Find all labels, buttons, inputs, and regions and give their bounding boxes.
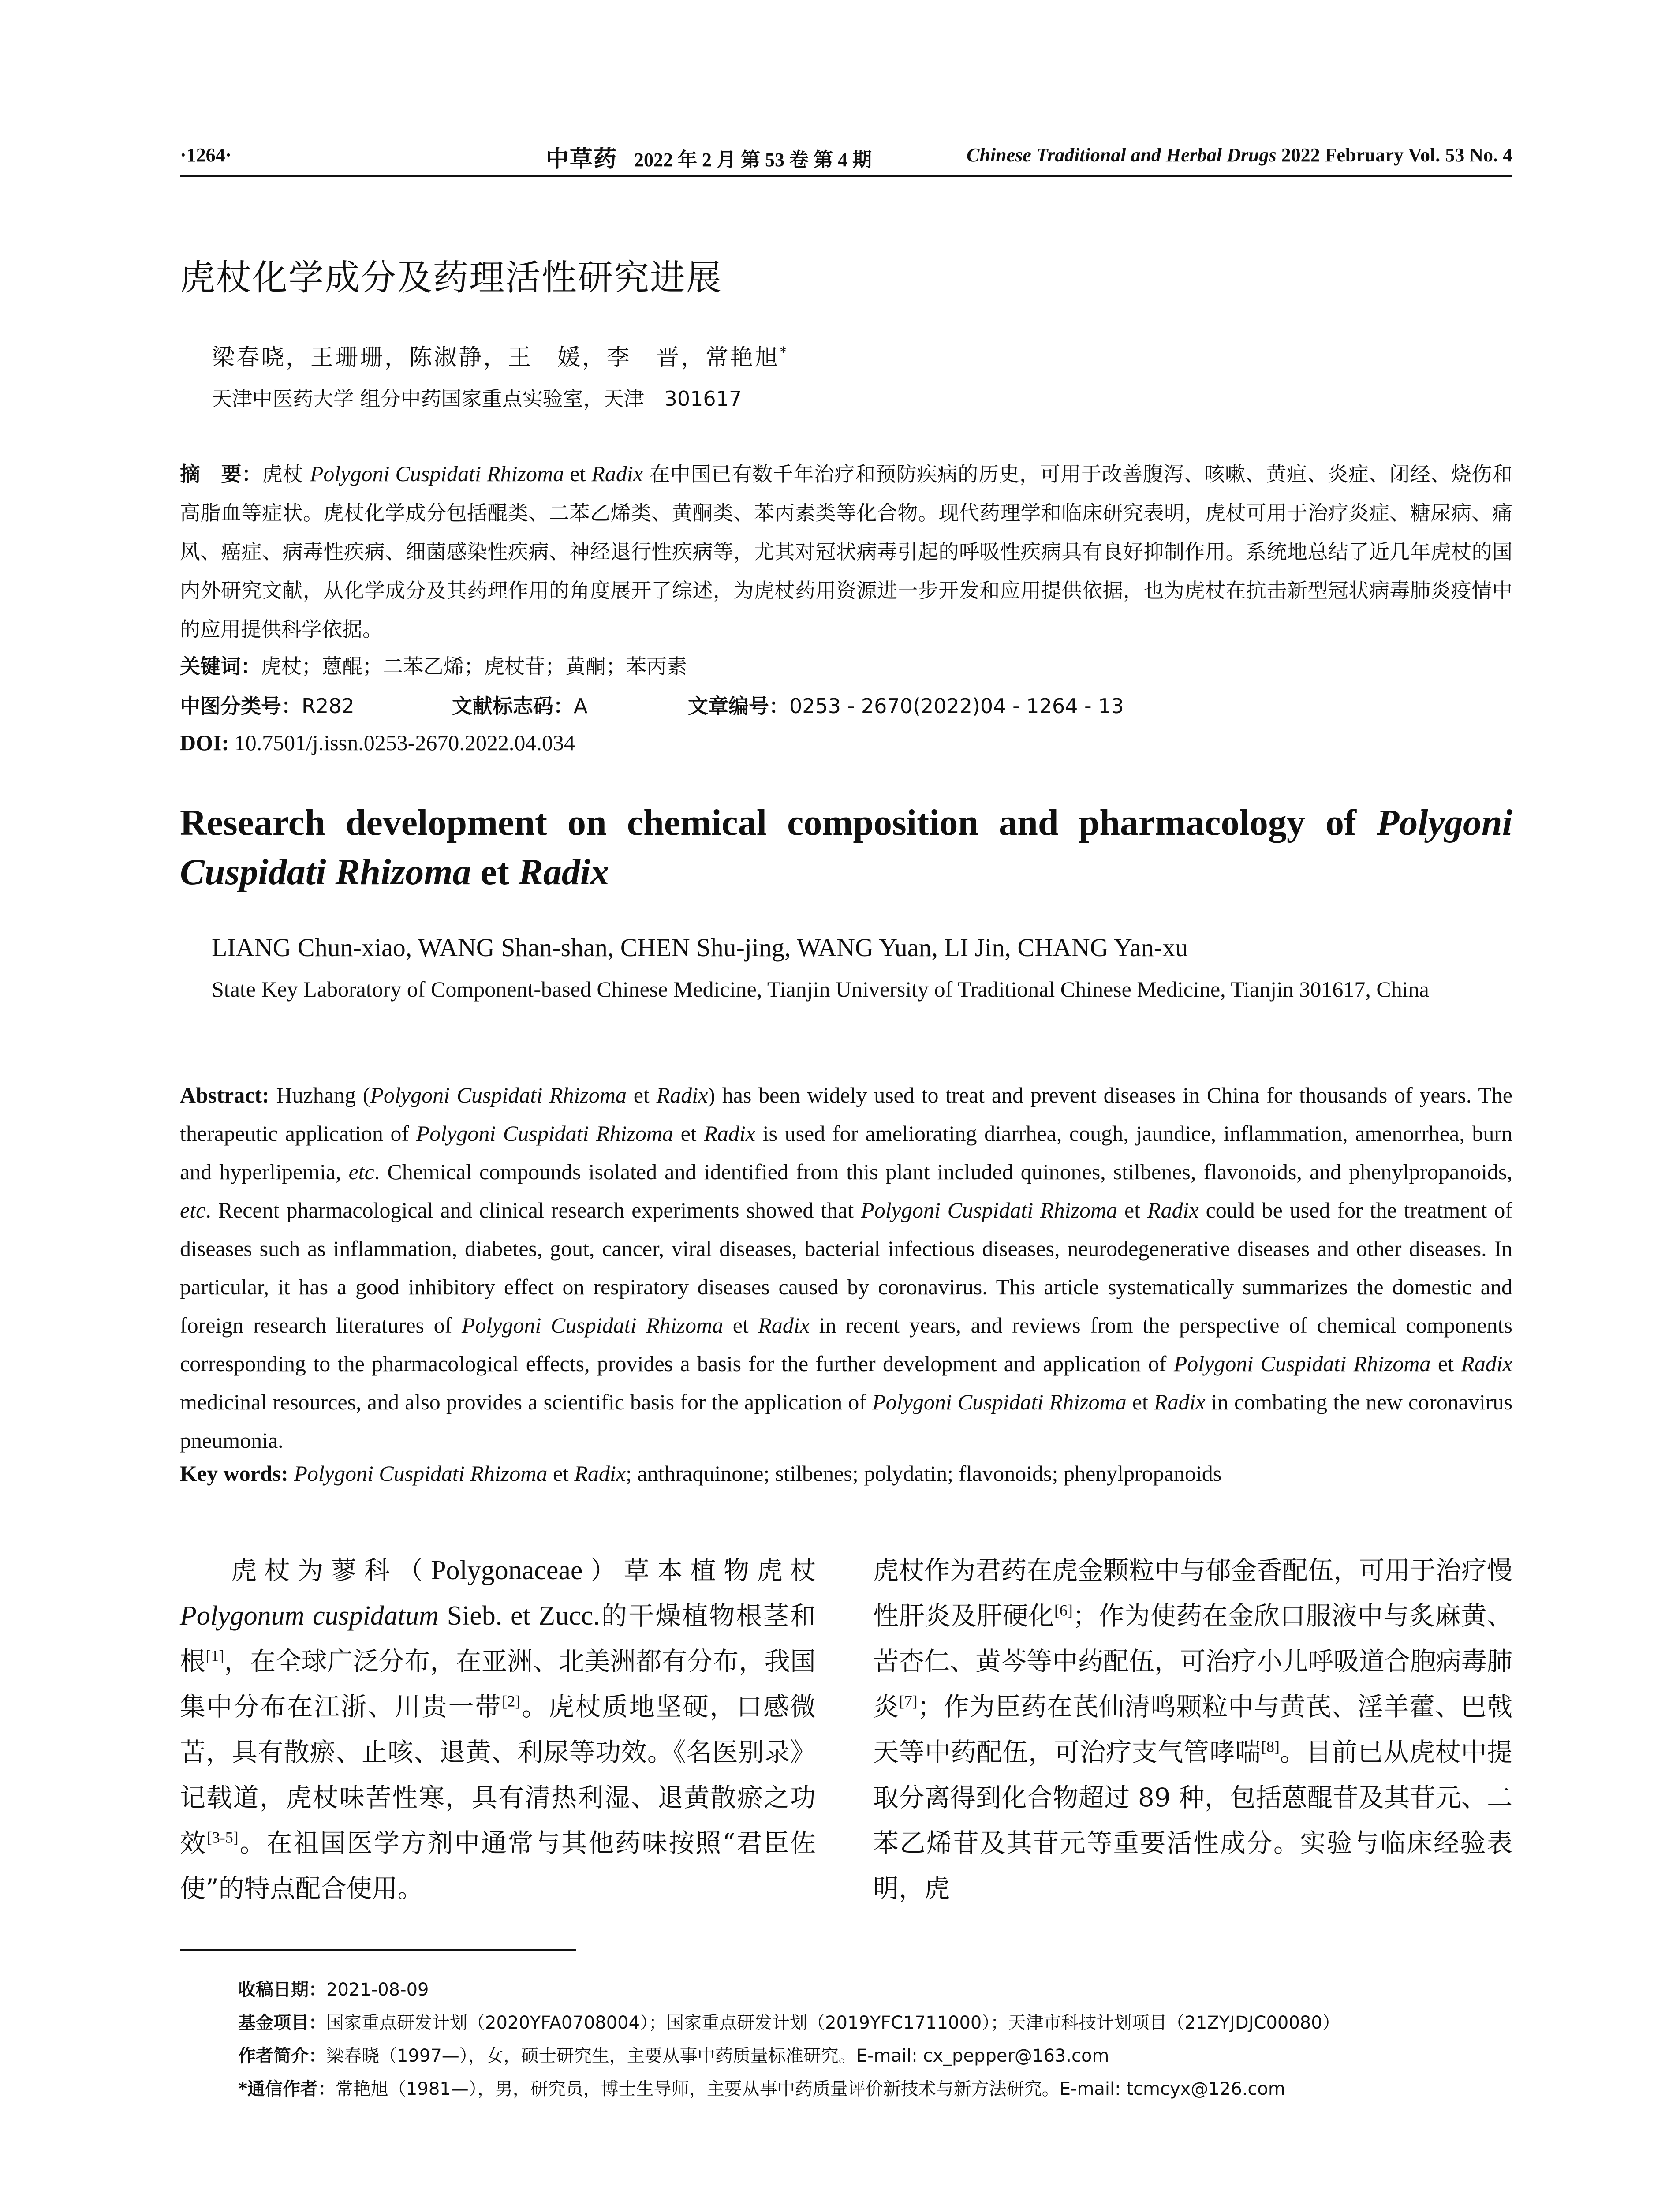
doc-code (452, 690, 587, 719)
latin-name: Radix (591, 461, 643, 486)
abstract-en-text: is used for ameliorating diarrhea, cough, jaundice, inflammation, amenorrhea, burn and hyperlipemia, (180, 1121, 1513, 1184)
latin-abbrev: etc (348, 1159, 374, 1184)
abstract-en-text: et (1430, 1351, 1461, 1376)
footnote-label: *通信作者： (238, 2079, 336, 2099)
latin-name: Polygoni Cuspidati Rhizoma (861, 1198, 1118, 1222)
abstract-en-text: ) has been widely used to treat and prevent diseases in China for thousands of years. The therapeutic application of (180, 1083, 1512, 1146)
abstract-en-text: et (723, 1313, 758, 1338)
latin-name: Polygoni Cuspidati Rhizoma (416, 1121, 674, 1146)
citation-ref[interactable]: [7] (899, 1692, 918, 1710)
clc-value: R282 (302, 694, 355, 718)
latin-name: Radix (704, 1121, 755, 1146)
body-column-left (180, 1548, 816, 1911)
doi-label: DOI: (180, 730, 229, 755)
latin-abbrev: etc (180, 1198, 206, 1222)
keywords-en-label: Key words: (180, 1461, 288, 1486)
body-text: ，在全球广泛分布，在亚洲、北美洲都有分布，我国集中分布在江浙、川贵一带 (180, 1646, 816, 1722)
header-rule (180, 175, 1512, 177)
abstract-cn-text: 虎杖 (262, 462, 310, 486)
authors-en: LIANG Chun-xiao, WANG Shan-shan, CHEN Shu-jing, WANG Yuan, LI Jin, CHANG Yan-xu (212, 933, 1188, 962)
latin-name: Radix (1154, 1390, 1206, 1414)
abstract-en-text: Huzhang ( (269, 1083, 370, 1107)
latin-name: Polygonaceae (431, 1555, 583, 1585)
keywords-cn-label: 关键词： (180, 654, 261, 678)
body-text: 虎杖作为君药在虎金颗粒中与郁金香配伍，可用于治疗慢性肝炎及肝硬化 (873, 1555, 1513, 1631)
doc-code-value: A (574, 694, 588, 718)
journal-title-en: Chinese Traditional and Herbal Drugs (967, 144, 1277, 166)
footnote-text: 2021-08-09 (326, 1980, 429, 2000)
footnote-label: 基金项目： (238, 2013, 326, 2033)
abstract-en-text: et (1126, 1390, 1154, 1414)
body-text: ）草本植物虎杖 (582, 1555, 816, 1585)
footnote-label: 收稿日期： (238, 1980, 326, 2000)
latin-name: Radix (574, 1461, 626, 1486)
abstract-en (180, 1076, 1512, 1460)
footnote-text: 常艳旭（1981—），男，研究员，博士生导师，主要从事中药质量评价新技术与新方法研究。E-mail: tcmcyx@126.com (335, 2079, 1285, 2099)
abstract-en-text: et (673, 1121, 704, 1146)
keywords-en-text: ; anthraquinone; stilbenes; polydatin; flavonoids; phenylpropanoids (626, 1461, 1222, 1486)
keywords-cn-text: 虎杖；蒽醌；二苯乙烯；虎杖苷；黄酮；苯丙素 (261, 654, 687, 678)
abstract-en-text: in combating the new coronavirus pneumonia. (180, 1390, 1513, 1453)
latin-name: Polygoni Cuspidati Rhizoma (294, 1461, 548, 1486)
abstract-cn-text: et (564, 461, 592, 486)
latin-name: Polygoni Cuspidati Rhizoma (461, 1313, 724, 1338)
body-text: ；作为臣药在芪仙清鸣颗粒中与黄芪、淫羊藿、巴戟天等中药配伍，可治疗支气管哮喘 (873, 1692, 1512, 1767)
article-number-label: 文章编号： (688, 694, 789, 718)
doi-value[interactable]: 10.7501/j.issn.0253-2670.2022.04.034 (234, 730, 575, 755)
issue-date-en: 2022 February Vol. 53 No. 4 (1281, 144, 1512, 166)
footnote-fund (238, 2009, 1340, 2034)
latin-name: Radix (1461, 1351, 1512, 1376)
issue-date-cn: 2022 年 2 月 第 53 卷 第 4 期 (634, 149, 872, 171)
keywords-cn (180, 650, 687, 680)
affiliation-en: State Key Laboratory of Component-based Chinese Medicine, Tianjin University of Traditional Chinese Medicine, Tianjin 301617, China (212, 977, 1429, 1002)
abstract-en-text: et (1117, 1198, 1148, 1222)
abstract-cn-label: 摘 要： (180, 462, 262, 486)
footnote-received (238, 1976, 429, 2001)
abstract-en-text: medicinal resources, and also provides a scientific basis for the application of (180, 1390, 873, 1414)
abstract-en-text: et (627, 1083, 657, 1107)
citation-ref[interactable]: [2] (502, 1692, 521, 1710)
body-text: 。虎杖质地坚硬，口感微苦，具有散瘀、止咳、退黄、利尿等功效。《名医别录》记载道，虎杖味苦性寒，具有清热利湿、退黄散瘀之功效 (180, 1692, 816, 1858)
title-en-text: et (471, 852, 519, 893)
title-en-text: Research development on chemical composition and pharmacology of (180, 802, 1377, 843)
footnote-label: 作者简介： (238, 2046, 326, 2066)
abstract-cn-text: 在中国已有数千年治疗和预防疾病的历史，可用于改善腹泻、咳嗽、黄疸、炎症、闭经、烧伤和高脂血等症状。虎杖化学成分包括醌类、二苯乙烯类、黄酮类、苯丙素类等化合物。现代药理学和临床研究表明，虎杖可用于治疗炎症、糖尿病、痛风、癌症、病毒性疾病、细菌感染性疾病、神经退行性疾病等，尤其对冠状病毒引起的呼吸性疾病具有良好抑制作用。系统地总结了近几年虎杖的国内外研究文献，从化学成分及其药理作用的角度展开了综述，为虎杖药用资源进一步开发和应用提供依据，也为虎杖在抗击新型冠状病毒肺炎疫情中的应用提供科学依据。 (180, 462, 1513, 641)
latin-name: Polygoni Cuspidati Rhizoma (872, 1390, 1127, 1414)
latin-name: Polygoni Cuspidati Rhizoma (310, 461, 564, 486)
affiliation-cn: 天津中医药大学 组分中药国家重点实验室，天津 301617 (212, 387, 742, 411)
journal-name-en (967, 144, 1512, 166)
journal-name-cn: 中草药 (546, 146, 618, 172)
citation-ref[interactable]: [8] (1261, 1738, 1280, 1756)
classification-row (180, 690, 355, 719)
citation-ref[interactable]: [6] (1054, 1601, 1073, 1619)
body-text: 。在祖国医学方剂中通常与其他药味按照“君臣佐使”的特点配合使用。 (180, 1828, 816, 1903)
keywords-en (180, 1461, 1512, 1486)
latin-name: Radix (758, 1313, 810, 1338)
footnote-text: 国家重点研发计划（2020YFA0708004）；国家重点研发计划（2019YFC1711000）；天津市科技计划项目（21ZYJDJC00080） (326, 2013, 1340, 2033)
body-column-right (873, 1548, 1512, 1911)
latin-name: Polygoni Cuspidati Rhizoma (1173, 1351, 1431, 1376)
title-en-latin: Polygoni Cuspidati Rhizoma (180, 802, 1512, 893)
body-text: 。目前已从虎杖中提取分离得到化合物超过 89 种，包括蒽醌苷及其苷元、二苯乙烯苷及其苷元等重要活性成分。实验与临床经验表明，虎 (873, 1737, 1512, 1903)
doi (180, 730, 575, 755)
corresponding-mark: * (780, 344, 789, 361)
abstract-en-text: . Recent pharmacological and clinical research experiments showed that (205, 1198, 861, 1222)
citation-ref[interactable]: [1] (205, 1647, 224, 1665)
footnote-corresponding (238, 2075, 1285, 2100)
authors-cn (212, 339, 788, 372)
title-en-latin: Radix (518, 852, 609, 893)
article-number-value: 0253 - 2670(2022)04 - 1264 - 13 (789, 694, 1124, 718)
author-names-cn: 梁春晓，王珊珊，陈淑静，王 媛，李 晋，常艳旭 (212, 344, 780, 371)
article-title-cn: 虎杖化学成分及药理活性研究进展 (180, 257, 722, 298)
latin-name: Sieb. et Zucc. (438, 1601, 600, 1631)
abstract-en-text: in recent years, and reviews from the perspective of chemical components corresponding to the pharmacological effects, provides a basis for the further development and application of (180, 1313, 1513, 1376)
body-text: ；作为使药在金欣口服液中与炙麻黄、苦杏仁、黄芩等中药配伍，可治疗小儿呼吸道合胞病毒肺炎 (873, 1601, 1513, 1722)
page-number: ·1264· (180, 144, 232, 166)
keywords-en-text: et (547, 1461, 575, 1486)
latin-name: Polygonum cuspidatum (180, 1601, 439, 1631)
doc-code-label: 文献标志码： (452, 694, 574, 718)
footnote-text: 梁春晓（1997—），女，硕士研究生，主要从事中药质量标准研究。E-mail: cx_pepper@163.com (326, 2046, 1109, 2066)
latin-name: Polygoni Cuspidati Rhizoma (370, 1083, 627, 1107)
latin-name: Radix (656, 1083, 708, 1107)
article-title-en (180, 798, 1512, 897)
clc-label: 中图分类号： (180, 694, 302, 718)
body-text: 的干燥植物根茎和根 (180, 1601, 816, 1676)
body-text: 虎杖为蓼科（ (231, 1555, 431, 1585)
abstract-en-text: could be used for the treatment of diseases such as inflammation, diabetes, gout, cancer, viral diseases, bacterial infectious diseases, neurodegenerative diseases and other diseases. In particular, it has a good inhibitory effect on respiratory diseases caused by coronavirus. This article systematically summarizes the domestic and foreign research literatures of (180, 1198, 1512, 1338)
running-header (180, 140, 1512, 171)
abstract-en-label: Abstract: (180, 1083, 269, 1107)
abstract-en-text: . Chemical compounds isolated and identified from this plant included quinones, stilbenes, flavonoids, and phenylpropanoids, (374, 1159, 1512, 1184)
abstract-cn (180, 454, 1512, 649)
latin-name: Radix (1147, 1198, 1199, 1222)
footnote-rule (180, 1949, 576, 1951)
citation-ref[interactable]: [3-5] (206, 1828, 239, 1846)
article-number (688, 690, 1124, 719)
footnote-author (238, 2042, 1109, 2067)
